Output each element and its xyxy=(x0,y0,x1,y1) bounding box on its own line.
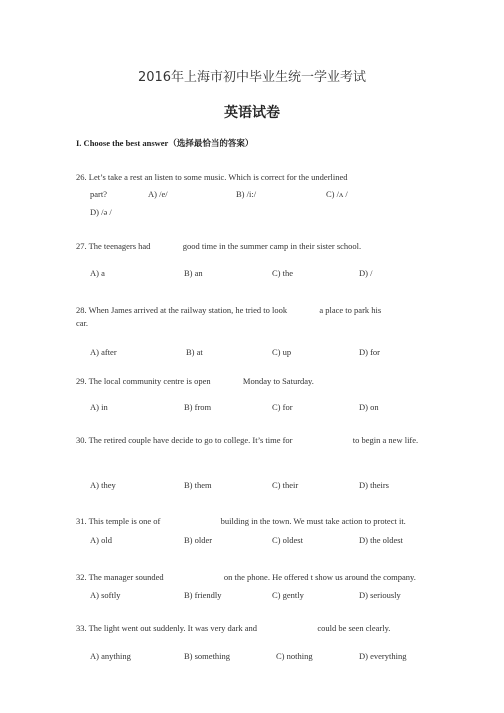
question-26-options xyxy=(90,189,450,201)
question-31 xyxy=(76,515,436,528)
option-c[interactable]: C) the xyxy=(272,268,294,278)
option-b[interactable]: B) from xyxy=(184,402,212,412)
question-31-options xyxy=(90,535,450,547)
option-d[interactable]: D) everything xyxy=(359,651,407,661)
option-b[interactable]: B) at xyxy=(186,347,203,357)
question-26 xyxy=(76,171,436,184)
question-27-options xyxy=(90,268,450,280)
question-32-options xyxy=(90,590,450,602)
question-stem: 28. When James arrived at the railway station, he tried to look xyxy=(76,305,288,315)
option-c[interactable]: C) their xyxy=(272,480,299,490)
option-a[interactable]: A) after xyxy=(90,347,117,357)
question-stem: 26. Let’s take a rest an listen to some music. Which is correct for the underlined xyxy=(76,172,348,182)
option-a[interactable]: A) old xyxy=(90,535,112,545)
question-33-options xyxy=(90,651,450,663)
question-stem-end: Monday to Saturday. xyxy=(242,376,314,386)
question-stem: 33. The light went out suddenly. It was very dark and xyxy=(76,623,258,633)
option-d[interactable]: D) the oldest xyxy=(359,535,403,545)
option-c[interactable]: C) /ʌ / xyxy=(326,189,348,199)
question-stem: 27. The teenagers had xyxy=(76,241,151,251)
option-b[interactable]: B) friendly xyxy=(184,590,222,600)
question-33 xyxy=(76,622,436,635)
question-28-options xyxy=(90,347,450,359)
question-28 xyxy=(76,304,436,317)
option-a[interactable]: A) softly xyxy=(90,590,121,600)
question-stem-end: to begin a new life. xyxy=(352,435,419,445)
option-c[interactable]: C) oldest xyxy=(272,535,303,545)
option-c[interactable]: C) nothing xyxy=(276,651,313,661)
question-stem: 32. The manager sounded xyxy=(76,572,164,582)
question-stem: 31. This temple is one of xyxy=(76,516,161,526)
question-stem: 30. The retired couple have decide to go to college. It’s time for xyxy=(76,435,293,445)
option-c[interactable]: C) gently xyxy=(272,590,304,600)
option-b[interactable]: B) them xyxy=(184,480,212,490)
section-heading: I. Choose the best answer（选择最恰当的答案） xyxy=(76,138,254,148)
option-c[interactable]: C) for xyxy=(272,402,293,412)
question-27 xyxy=(76,240,436,253)
question-30-options xyxy=(90,480,450,492)
option-b[interactable]: B) something xyxy=(184,651,231,661)
question-32 xyxy=(76,571,436,584)
option-b[interactable]: B) an xyxy=(184,268,203,278)
option-d[interactable]: D) / xyxy=(359,268,373,278)
question-stem-end: a place to park his xyxy=(319,305,382,315)
option-d[interactable]: D) /ə / xyxy=(90,207,112,217)
option-d[interactable]: D) for xyxy=(359,347,381,357)
exam-title: 2016年上海市初中毕业生统一学业考试 xyxy=(137,70,367,85)
option-a[interactable]: A) in xyxy=(90,402,108,412)
option-b[interactable]: B) older xyxy=(184,535,213,545)
question-29-options xyxy=(90,402,450,414)
option-a[interactable]: A) anything xyxy=(90,651,131,661)
option-d[interactable]: D) theirs xyxy=(359,480,389,490)
question-stem-end: could be seen clearly. xyxy=(317,623,391,633)
question-stem: 29. The local community centre is open xyxy=(76,376,211,386)
question-stem-end: building in the town. We must take action to protect it. xyxy=(220,516,406,526)
question-28-line2 xyxy=(76,317,436,330)
option-d[interactable]: D) seriously xyxy=(359,590,401,600)
option-b[interactable]: B) /i:/ xyxy=(236,189,257,199)
question-stem-continuation: part? xyxy=(90,189,107,199)
option-a[interactable]: A) /e/ xyxy=(148,189,168,199)
question-stem-continuation: car. xyxy=(76,318,89,328)
question-stem-end: on the phone. He offered t show us around the company. xyxy=(223,572,416,582)
option-c[interactable]: C) up xyxy=(272,347,292,357)
option-a[interactable]: A) they xyxy=(90,480,116,490)
question-29 xyxy=(76,375,436,388)
question-stem-end: good time in the summer camp in their sister school. xyxy=(182,241,362,251)
exam-subtitle: 英语试卷 xyxy=(224,105,280,121)
option-a[interactable]: A) a xyxy=(90,268,105,278)
question-30 xyxy=(76,434,436,447)
option-d[interactable]: D) on xyxy=(359,402,379,412)
